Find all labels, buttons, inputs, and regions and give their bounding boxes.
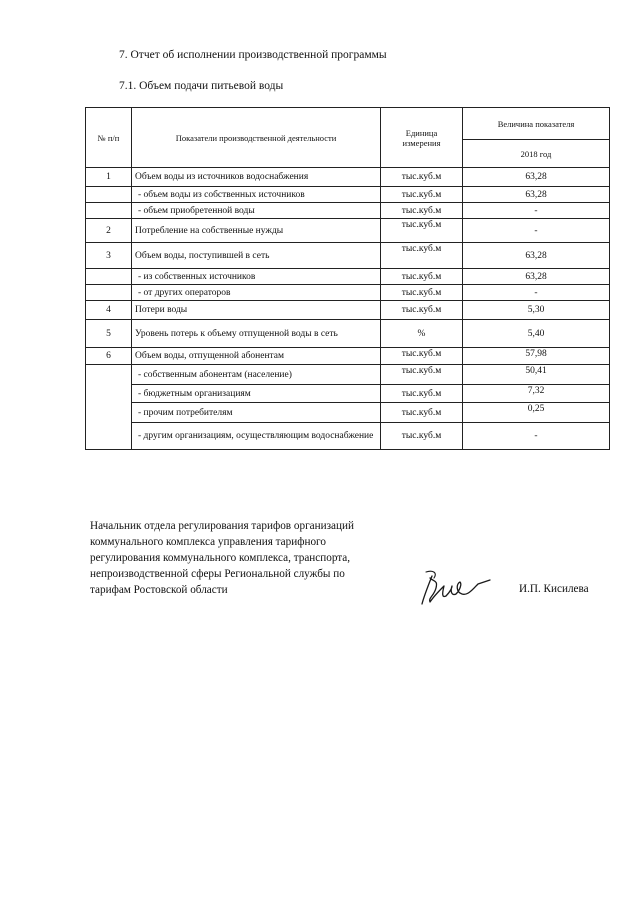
row-value: - [463, 285, 610, 301]
table-row [86, 348, 610, 365]
header-unit-line1: Единица [405, 127, 438, 138]
table-row [86, 168, 610, 187]
row-unit: тыс.куб.м [381, 243, 463, 269]
table-row [86, 269, 610, 285]
row-name: - из собственных источников [132, 269, 381, 285]
signatory-line: Начальник отдела регулирования тарифов организаций [90, 520, 354, 532]
row-unit: тыс.куб.м [381, 348, 463, 365]
row-num: 2 [86, 219, 132, 243]
row-num [86, 187, 132, 203]
row-value: 5,40 [463, 320, 610, 348]
row-value: - [463, 219, 610, 243]
row-name: - другим организациям, осуществляющим водоснабжение [132, 423, 381, 450]
row-value: 50,41 [463, 365, 610, 385]
row-unit: тыс.куб.м [381, 423, 463, 450]
signatory-line: регулирования коммунального комплекса, транспорта, [90, 552, 351, 564]
row-name: Потери воды [132, 301, 381, 320]
table-row [86, 385, 610, 403]
row-unit: тыс.куб.м [381, 168, 463, 187]
table-row [86, 301, 610, 320]
table-row [86, 243, 610, 269]
row-value: - [463, 423, 610, 450]
row-num: 1 [86, 168, 132, 187]
signer-name: И.П. Кисилева [519, 583, 589, 595]
row-name: - от других операторов [132, 285, 381, 301]
row-num [86, 269, 132, 285]
water-supply-table [85, 107, 610, 450]
row-name: Объем воды, поступившей в сеть [132, 243, 381, 269]
row-unit: тыс.куб.м [381, 187, 463, 203]
table-row [86, 285, 610, 301]
row-name: Объем воды, отпущенной абонентам [132, 348, 381, 365]
header-indicator: Показатели производственной деятельности [132, 108, 381, 168]
row-name: - объем приобретенной воды [132, 203, 381, 219]
row-value: 63,28 [463, 168, 610, 187]
row-unit: тыс.куб.м [381, 403, 463, 423]
row-value: 63,28 [463, 243, 610, 269]
row-num: 6 [86, 348, 132, 365]
table-row [86, 219, 610, 243]
row-num [86, 203, 132, 219]
row-unit: тыс.куб.м [381, 203, 463, 219]
row-name: Объем воды из источников водоснабжения [132, 168, 381, 187]
table-row [86, 403, 610, 423]
header-num: № п/п [86, 108, 132, 168]
row-unit: тыс.куб.м [381, 269, 463, 285]
section-heading: 7. Отчет об исполнении производственной программы [119, 49, 387, 61]
signatory-line: тарифам Ростовской области [90, 584, 228, 596]
handwritten-signature [418, 566, 498, 608]
row-num [86, 285, 132, 301]
row-name: Уровень потерь к объему отпущенной воды в сеть [132, 320, 381, 348]
row-name: - собственным абонентам (население) [132, 365, 381, 385]
signatory-line: непроизводственной сферы Региональной службы по [90, 568, 345, 580]
row-unit: тыс.куб.м [381, 285, 463, 301]
row-num-merged [86, 365, 132, 450]
row-value: 0,25 [463, 403, 610, 423]
row-value: - [463, 203, 610, 219]
row-num: 5 [86, 320, 132, 348]
table-row [86, 365, 610, 385]
row-unit: тыс.куб.м [381, 385, 463, 403]
header-year: 2018 год [463, 140, 610, 168]
row-name: Потребление на собственные нужды [132, 219, 381, 243]
row-name: - бюджетным организациям [132, 385, 381, 403]
row-value: 57,98 [463, 348, 610, 365]
row-value: 7,32 [463, 385, 610, 403]
row-unit: тыс.куб.м [381, 219, 463, 243]
row-value: 63,28 [463, 187, 610, 203]
table-row [86, 203, 610, 219]
row-unit: % [381, 320, 463, 348]
row-unit: тыс.куб.м [381, 365, 463, 385]
row-value: 5,30 [463, 301, 610, 320]
row-name: - прочим потребителям [132, 403, 381, 423]
signatory-position [90, 518, 430, 598]
row-value: 63,28 [463, 269, 610, 285]
header-unit [381, 108, 463, 168]
row-unit: тыс.куб.м [381, 301, 463, 320]
table-row [86, 320, 610, 348]
row-name: - объем воды из собственных источников [132, 187, 381, 203]
header-unit-line2: измерения [402, 137, 441, 148]
row-num: 4 [86, 301, 132, 320]
table-row [86, 187, 610, 203]
row-num: 3 [86, 243, 132, 269]
header-value-group: Величина показателя [463, 108, 610, 140]
signatory-line: коммунального комплекса управления тарифного [90, 536, 326, 548]
subsection-heading: 7.1. Объем подачи питьевой воды [119, 80, 284, 92]
table-row [86, 423, 610, 450]
